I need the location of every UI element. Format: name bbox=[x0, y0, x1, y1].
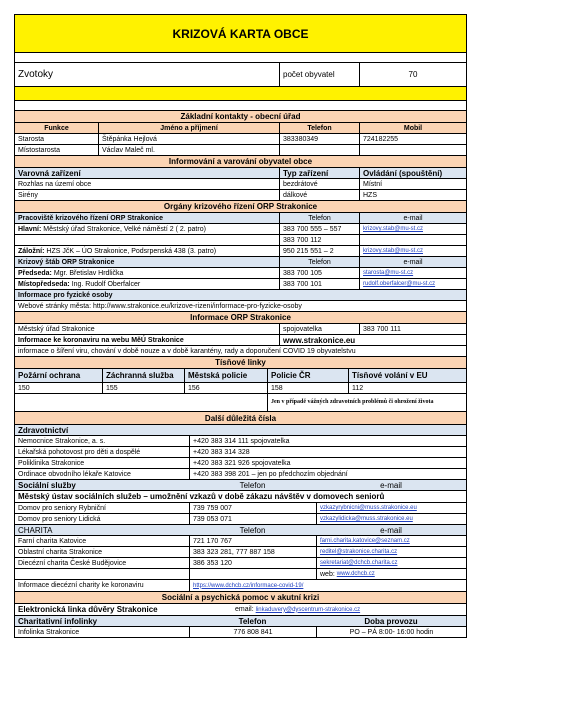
crisis-card bbox=[14, 14, 467, 638]
section-heading: Orgány krizového řízení ORP Strakonice bbox=[14, 201, 467, 213]
table-row: Poliklinika Strakonice +420 383 321 926 spojovatelka bbox=[14, 458, 467, 469]
table-row: Lékařská pohotovost pro děti a dospělé +420 383 314 328 bbox=[14, 447, 467, 458]
yellow-band bbox=[14, 87, 467, 101]
section-heading: Informace ORP Strakonice bbox=[14, 312, 467, 324]
section-heading: Tísňové linky bbox=[14, 357, 467, 369]
emergency-note-row bbox=[14, 394, 467, 412]
email-link[interactable]: vzkazyrybnicni@muss.strakonice.eu bbox=[320, 505, 417, 511]
email-link[interactable]: reditel@strakonice.charita.cz bbox=[320, 549, 398, 555]
table-row: Městský úřad Strakonice spojovatelka 383 700 111 bbox=[14, 324, 467, 335]
table-row: Informace ke koronaviru na webu MěÚ Strakonice www.strakonice.eu bbox=[14, 335, 467, 346]
table-row: 383 700 112 bbox=[14, 235, 467, 246]
social-header: Sociální služby Telefon e-mail bbox=[14, 480, 467, 491]
section-heading: Základní kontakty - obecní úřad bbox=[14, 111, 467, 123]
email-link[interactable]: farni.charita.katovice@seznam.cz bbox=[320, 538, 410, 544]
web-link[interactable]: www.strakonice.eu bbox=[279, 335, 466, 345]
table-row: Záložní: HZS JčK – ÚO Strakonice, Podsrpenská 438 (3. patro) 950 215 551 – 2 krizovy.stab@mu-st.cz bbox=[14, 246, 467, 257]
table-row: web: www.dchcb.cz bbox=[14, 569, 467, 580]
section-heading: Další důležitá čísla bbox=[14, 412, 467, 425]
table-row: Domov pro seniory Lidická 739 053 071 vzkazylidicka@muss.strakonice.eu bbox=[14, 514, 467, 525]
page-title: KRIZOVÁ KARTA OBCE bbox=[172, 26, 309, 41]
email-link[interactable]: vzkazylidicka@muss.strakonice.eu bbox=[320, 516, 413, 522]
table-row bbox=[14, 301, 467, 312]
basic-contacts-header: Funkce Jméno a příjmení Telefon Mobil bbox=[14, 123, 467, 134]
title-row bbox=[14, 14, 467, 53]
table-row: Sirény dálkové HZS bbox=[14, 190, 467, 201]
web-link[interactable]: https://www.dchcb.cz/informace-covid-19/ bbox=[193, 582, 304, 589]
individuals-web: Webové stránky města: http://www.strakonice.eu/krizove-rizeni/informace-pro-fyzicke-osoby bbox=[18, 302, 302, 310]
table-row: Infolinka Strakonice 776 808 841 PO – PÁ 8:00- 16:00 hodin bbox=[14, 627, 467, 638]
municipality-row bbox=[14, 63, 467, 87]
table-row: Místopředseda: Ing. Rudolf Oberfalcer 383 700 101 rudolf.oberfalcer@mu-st.cz bbox=[14, 279, 467, 290]
infoline-header: Charitativní infolinky Telefon Doba provozu bbox=[14, 616, 467, 627]
table-row: informace o šíření viru, chování v době nouze a v době karantény, rady a doporučení COVID 19 obyvatelstvu bbox=[14, 346, 467, 357]
spacer-row bbox=[14, 53, 467, 63]
table-row: Místostarosta Václav Maleč ml. bbox=[14, 145, 467, 156]
table-row: Farní charita Katovice 721 170 767 farni.charita.katovice@seznam.cz bbox=[14, 536, 467, 547]
email-link[interactable]: starosta@mu-st.cz bbox=[363, 270, 414, 276]
spacer-row bbox=[14, 101, 467, 111]
municipality-name: Zvotoky bbox=[18, 69, 54, 80]
emergency-header: Požární ochrana Záchranná služba Městská policie Policie ČR Tísňové volání v EU bbox=[14, 369, 467, 383]
email-link[interactable]: krizovy.stab@mu-st.cz bbox=[363, 226, 423, 232]
table-row: Nemocnice Strakonice, a. s. +420 383 314 111 spojovatelka bbox=[14, 436, 467, 447]
section-heading: Sociální a psychická pomoc v akutní krizi bbox=[14, 592, 467, 604]
table-row: Oblastní charita Strakonice 383 323 281, 777 887 158 reditel@strakonice.charita.cz bbox=[14, 547, 467, 558]
email-link[interactable]: sekretariat@dchcb.charita.cz bbox=[320, 560, 398, 566]
population-label: počet obyvatel bbox=[279, 63, 359, 86]
table-row: Informace diecézní charity ke koronaviru https://www.dchcb.cz/informace-covid-19/ bbox=[14, 580, 467, 592]
email-link[interactable]: rudolf.oberfalcer@mu-st.cz bbox=[363, 281, 436, 287]
charita-header: CHARITA Telefon e-mail bbox=[14, 525, 467, 536]
table-row: Elektronická linka důvěry Strakonice email: linkaduvery@dyscentrum-strakonice.cz bbox=[14, 604, 467, 616]
warning-header: Varovná zařízení Typ zařízení Ovládání (spouštění) bbox=[14, 168, 467, 179]
table-row: Rozhlas na území obce bezdrátové Místní bbox=[14, 179, 467, 190]
email-link[interactable]: linkaduvery@dyscentrum-strakonice.cz bbox=[255, 606, 361, 613]
table-row: Ordinace obvodního lékaře Katovice +420 383 398 201 – jen po předchozím objednání bbox=[14, 469, 467, 480]
individuals-header: Informace pro fyzické osoby bbox=[14, 290, 467, 301]
workplace-header: Pracoviště krizového řízení ORP Strakonice Telefon e-mail bbox=[14, 213, 467, 224]
web-link[interactable]: www.dchcb.cz bbox=[336, 571, 375, 577]
section-heading: Informování a varování obyvatel obce bbox=[14, 156, 467, 168]
staff-header: Krizový štáb ORP Strakonice Telefon e-mail bbox=[14, 257, 467, 268]
population-value: 70 bbox=[359, 63, 466, 86]
emergency-values: 150 155 156 158 112 bbox=[14, 383, 467, 394]
table-row: Hlavní: Městský úřad Strakonice, Velké náměstí 2 ( 2. patro) 383 700 555 – 557 krizovy.stab@mu-st.cz bbox=[14, 224, 467, 235]
health-header: Zdravotnictví bbox=[14, 425, 467, 436]
table-row: Městský ústav sociálních služeb – umožnění vzkazů v době zákazu návštěv v domovech seniorů bbox=[14, 491, 467, 503]
table-row: Starosta Štěpánka Hejlová 383380349 724182255 bbox=[14, 134, 467, 145]
table-row: Diecézní charita České Budějovice 386 353 120 sekretariat@dchcb.charita.cz bbox=[14, 558, 467, 569]
table-row: Domov pro seniory Rybniční 739 759 007 vzkazyrybnicni@muss.strakonice.eu bbox=[14, 503, 467, 514]
emergency-note: Jen v případě vážných zdravotních problémů či ohrožení života bbox=[267, 394, 466, 411]
email-link[interactable]: krizovy.stab@mu-st.cz bbox=[363, 248, 423, 254]
table-row: Předseda: Mgr. Břetislav Hrdlička 383 700 105 starosta@mu-st.cz bbox=[14, 268, 467, 279]
